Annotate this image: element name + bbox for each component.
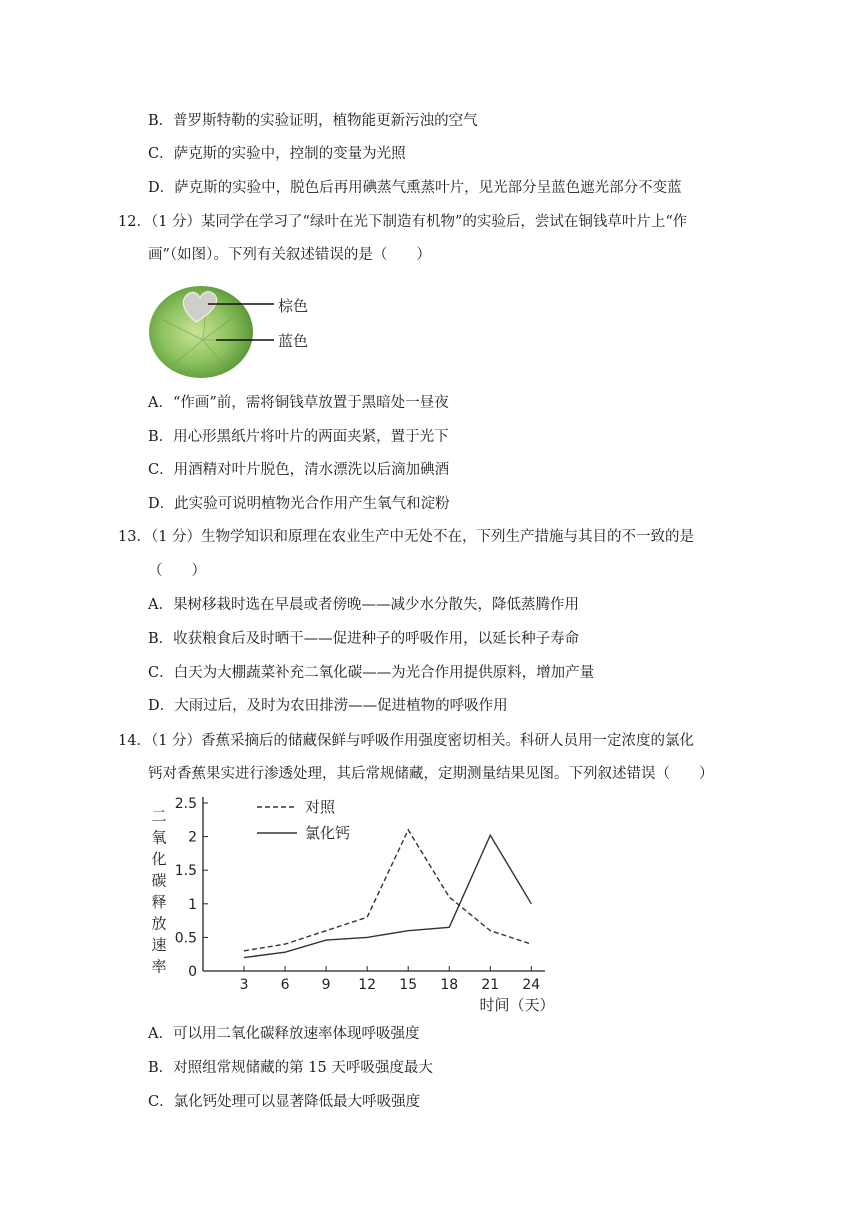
q13-option-b: B．收获粮食后及时晒干——促进种子的呼吸作用，以延长种子寿命 <box>148 631 580 647</box>
x-tick-label: 24 <box>522 977 541 993</box>
co2-release-rate-chart <box>145 793 555 1013</box>
series-line-calcium-chloride <box>244 835 531 957</box>
q12-stem-line2: 画”（如图）。下列有关叙述错误的是（ ） <box>148 247 431 263</box>
y-axis-label-char: 速 <box>151 936 167 954</box>
y-axis-label-char: 氧 <box>151 828 167 847</box>
y-axis-label-char: 二 <box>151 807 167 825</box>
y-axis-label-char: 碳 <box>151 871 167 890</box>
y-tick-label: 1 <box>188 896 197 913</box>
blue-label: 蓝色 <box>278 332 309 350</box>
legend-label: 对照 <box>305 798 336 816</box>
q12-stem-line1: 12．（1 分）某同学在学习了“绿叶在光下制造有机物”的实验后，尝试在铜钱草叶片上“作 <box>118 214 688 230</box>
q13-option-a: A．果树移栽时选在早晨或者傍晚——减少水分散失，降低蒸腾作用 <box>148 597 579 613</box>
q12-option-c: C．用酒精对叶片脱色，清水漂洗以后滴加碘酒 <box>148 462 450 478</box>
y-tick-label: 0.5 <box>174 930 197 947</box>
x-tick-label: 15 <box>399 977 418 993</box>
brown-label: 棕色 <box>278 297 309 315</box>
x-tick-label: 9 <box>321 977 331 993</box>
q12-option-b: B．用心形黑纸片将叶片的两面夹紧，置于光下 <box>148 429 449 445</box>
x-tick-label: 3 <box>239 977 249 993</box>
q14-option-c: C．氯化钙处理可以显著降低最大呼吸强度 <box>148 1094 421 1110</box>
y-axis-label-char: 放 <box>151 914 167 933</box>
legend-label: 氯化钙 <box>305 824 351 842</box>
y-tick-label: 1.5 <box>174 863 197 880</box>
q11-option-c: C．萨克斯的实验中，控制的变量为光照 <box>148 146 406 162</box>
q13-option-c: C．白天为大棚蔬菜补充二氧化碳——为光合作用提供原料，增加产量 <box>148 665 595 681</box>
y-tick-label: 2.5 <box>174 796 197 812</box>
x-tick-label: 6 <box>280 977 290 993</box>
q14-stem-line1: 14．（1 分）香蕉采摘后的储藏保鲜与呼吸作用强度密切相关。科研人员用一定浓度的氯化 <box>118 733 695 749</box>
q14-option-a: A．可以用二氧化碳释放速率体现呼吸强度 <box>148 1026 420 1042</box>
x-axis-label: 时间（天） <box>479 996 555 1013</box>
x-tick-label: 18 <box>440 977 459 993</box>
series-line-control <box>244 830 531 951</box>
y-axis-label-char: 率 <box>151 957 167 976</box>
q11-option-d: D．萨克斯的实验中，脱色后再用碘蒸气熏蒸叶片，见光部分呈蓝色遮光部分不变蓝 <box>148 180 682 196</box>
y-axis-label-char: 释 <box>151 893 167 911</box>
x-tick-label: 21 <box>481 977 500 993</box>
x-tick-label: 12 <box>358 977 377 993</box>
q13-stem-line1: 13．（1 分）生物学知识和原理在农业生产中无处不在，下列生产措施与其目的不一致的是 <box>118 529 695 545</box>
q13-stem-line2: （ ） <box>148 563 206 579</box>
q11-option-b: B．普罗斯特勒的实验证明，植物能更新污浊的空气 <box>148 113 478 129</box>
y-tick-label: 2 <box>188 829 197 846</box>
q14-stem-line2: 钙对香蕉果实进行渗透处理，其后常规储藏，定期测量结果见图。下列叙述错误（ ） <box>148 766 714 782</box>
q12-option-a: A．“作画”前，需将铜钱草放置于黑暗处一昼夜 <box>148 395 449 411</box>
q13-option-d: D．大雨过后，及时为农田排涝——促进植物的呼吸作用 <box>148 698 508 714</box>
leaf-figure <box>148 280 318 380</box>
y-axis-label-char: 化 <box>151 850 167 868</box>
y-tick-label: 0 <box>188 964 197 980</box>
q12-option-d: D．此实验可说明植物光合作用产生氧气和淀粉 <box>148 496 450 512</box>
q14-option-b: B．对照组常规储藏的第 15 天呼吸强度最大 <box>148 1060 433 1076</box>
